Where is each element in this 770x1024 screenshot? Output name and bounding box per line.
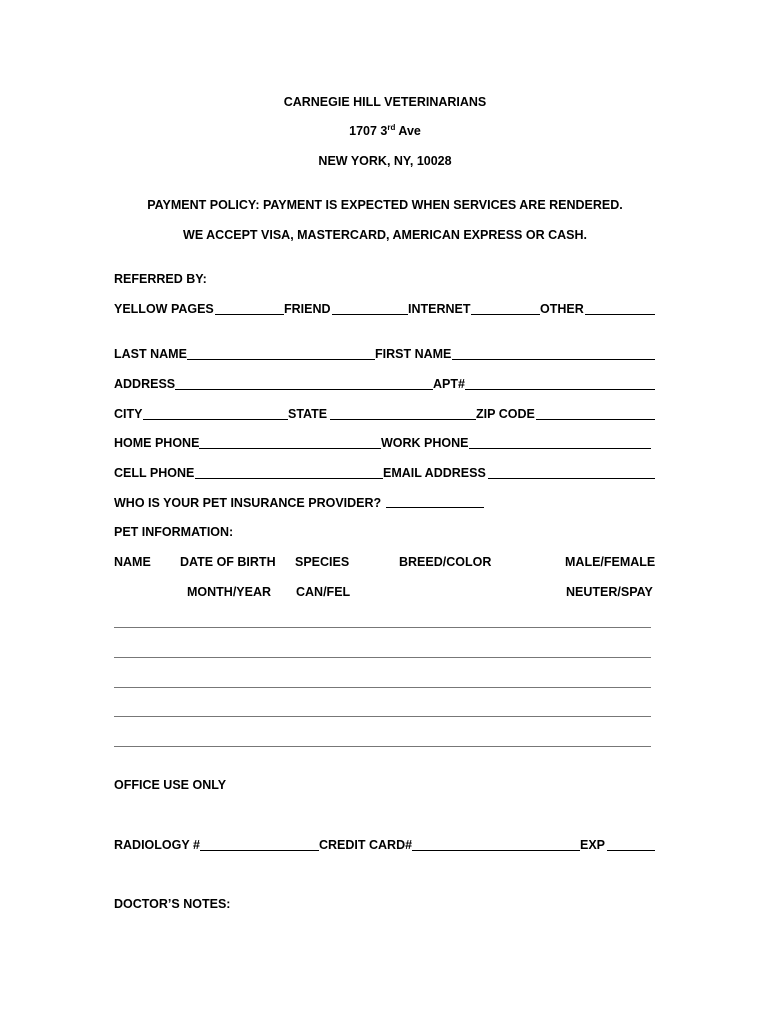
pet-subcol-can-fel: CAN/FEL xyxy=(296,585,351,599)
insurance-field[interactable] xyxy=(386,507,484,508)
first-name-label: FIRST NAME xyxy=(375,347,452,361)
pet-information-title: PET INFORMATION: xyxy=(114,525,234,539)
exp-label: EXP xyxy=(580,838,606,852)
payment-policy: PAYMENT POLICY: PAYMENT IS EXPECTED WHEN SERVICES ARE RENDERED. xyxy=(147,198,623,212)
referral-other-field[interactable] xyxy=(585,314,655,315)
cell-phone-field[interactable] xyxy=(195,478,383,479)
pet-row-line[interactable] xyxy=(114,687,651,688)
zip-label: ZIP CODE xyxy=(476,407,535,421)
email-field[interactable] xyxy=(488,478,655,479)
pet-row-line[interactable] xyxy=(114,716,651,717)
insurance-question: WHO IS YOUR PET INSURANCE PROVIDER? xyxy=(114,496,382,510)
pet-col-name: NAME xyxy=(114,555,151,569)
home-phone-label: HOME PHONE xyxy=(114,436,200,450)
pet-row-line[interactable] xyxy=(114,657,651,658)
practice-name: CARNEGIE HILL VETERINARIANS xyxy=(283,95,487,109)
first-name-field[interactable] xyxy=(452,359,655,360)
referral-yellow-pages-label: YELLOW PAGES xyxy=(114,302,214,316)
pet-subcol-neuter-spay: NEUTER/SPAY xyxy=(566,585,653,599)
referral-friend-field[interactable] xyxy=(332,314,408,315)
city-label: CITY xyxy=(114,407,143,421)
pet-subcol-month-year: MONTH/YEAR xyxy=(187,585,272,599)
credit-card-label: CREDIT CARD# xyxy=(319,838,413,852)
address-label: ADDRESS xyxy=(114,377,176,391)
radiology-label: RADIOLOGY # xyxy=(114,838,200,852)
address-superscript: rd xyxy=(387,123,396,132)
work-phone-label: WORK PHONE xyxy=(381,436,469,450)
address-street: Ave xyxy=(398,124,421,138)
last-name-field[interactable] xyxy=(187,359,375,360)
referral-yellow-pages-field[interactable] xyxy=(215,314,284,315)
credit-card-field[interactable] xyxy=(412,850,580,851)
referral-internet-label: INTERNET xyxy=(408,302,471,316)
practice-city-line: NEW YORK, NY, 10028 xyxy=(318,154,452,168)
apt-label: APT# xyxy=(433,377,465,391)
doctors-notes-label: DOCTOR’S NOTES: xyxy=(114,897,231,911)
state-field[interactable] xyxy=(330,419,476,420)
address-number: 1707 3 xyxy=(349,124,388,138)
referral-friend-label: FRIEND xyxy=(284,302,331,316)
city-field[interactable] xyxy=(143,419,288,420)
pet-col-male-female: MALE/FEMALE xyxy=(565,555,656,569)
zip-field[interactable] xyxy=(536,419,655,420)
address-field[interactable] xyxy=(175,389,433,390)
referral-internet-field[interactable] xyxy=(471,314,540,315)
pet-col-species: SPECIES xyxy=(295,555,350,569)
pet-row-line[interactable] xyxy=(114,746,651,747)
pet-col-date-of-birth: DATE OF BIRTH xyxy=(180,555,276,569)
apt-field[interactable] xyxy=(465,389,655,390)
last-name-label: LAST NAME xyxy=(114,347,187,361)
accepted-payments: WE ACCEPT VISA, MASTERCARD, AMERICAN EXPRESS OR CASH. xyxy=(183,228,587,242)
office-use-title: OFFICE USE ONLY xyxy=(114,778,227,792)
work-phone-field[interactable] xyxy=(469,448,651,449)
email-label: EMAIL ADDRESS xyxy=(383,466,486,480)
radiology-field[interactable] xyxy=(200,850,319,851)
state-label: STATE xyxy=(288,407,328,421)
referral-other-label: OTHER xyxy=(540,302,584,316)
exp-field[interactable] xyxy=(607,850,655,851)
home-phone-field[interactable] xyxy=(199,448,381,449)
pet-col-breed-color: BREED/COLOR xyxy=(399,555,492,569)
practice-address xyxy=(0,124,770,138)
pet-row-line[interactable] xyxy=(114,627,651,628)
referred-by-title: REFERRED BY: xyxy=(114,272,207,286)
cell-phone-label: CELL PHONE xyxy=(114,466,195,480)
